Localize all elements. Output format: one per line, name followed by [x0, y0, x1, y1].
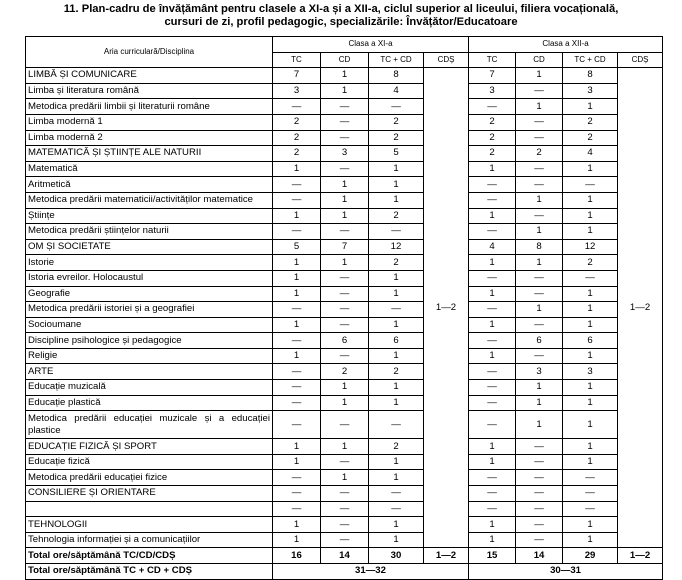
cell: 2: [369, 114, 424, 130]
cell: —: [273, 380, 321, 396]
cell: 1: [321, 192, 369, 208]
table-row: [26, 486, 663, 502]
cds-class-12: 1—2: [618, 68, 663, 548]
cell: 5: [273, 239, 321, 255]
cell: —: [469, 501, 516, 517]
header-class-12: Clasa a XII-a: [469, 37, 663, 53]
cell: —: [516, 348, 563, 364]
cell: —: [273, 364, 321, 380]
cell: 1: [563, 302, 618, 318]
discipline-name: Metodica predării educației muzicale și a educației plastice: [26, 411, 273, 439]
cell: —: [273, 501, 321, 517]
cell: —: [273, 395, 321, 411]
cell: 1: [516, 411, 563, 439]
discipline-name: Matematică: [26, 161, 273, 177]
header-cds: CDȘ: [424, 52, 469, 68]
table-row: [26, 317, 663, 333]
cell: —: [563, 270, 618, 286]
cell: 1: [321, 68, 369, 84]
cell: 1: [273, 454, 321, 470]
grand-total-class-11: 31—32: [273, 564, 469, 580]
cell: 1: [321, 439, 369, 455]
cell: —: [369, 501, 424, 517]
cell: —: [516, 270, 563, 286]
title-line-2: cursuri de zi, profil pedagogic, specializările: Învățător/Educatoare: [164, 16, 518, 28]
cell: 1: [563, 161, 618, 177]
cell: 14: [516, 548, 563, 564]
cell: 1: [369, 395, 424, 411]
cell: —: [469, 302, 516, 318]
discipline-name: TEHNOLOGII: [26, 517, 273, 533]
cell: —: [273, 177, 321, 193]
discipline-name: Aritmetică: [26, 177, 273, 193]
cell: —: [321, 317, 369, 333]
cell: —: [563, 501, 618, 517]
cell: 4: [563, 146, 618, 162]
discipline-name: Geografie: [26, 286, 273, 302]
cell: 2: [369, 208, 424, 224]
cell: —: [469, 99, 516, 115]
table-row: [26, 501, 663, 517]
cell: —: [516, 439, 563, 455]
header-class-11: Clasa a XI-a: [273, 37, 469, 53]
table-row: [26, 286, 663, 302]
table-row: [26, 146, 663, 162]
cell: 1: [273, 348, 321, 364]
discipline-name: Educație fizică: [26, 454, 273, 470]
table-row: [26, 239, 663, 255]
cell: —: [516, 501, 563, 517]
discipline-name: Metodica predării științelor naturii: [26, 224, 273, 240]
cell: 1: [563, 208, 618, 224]
discipline-name: MATEMATICĂ ȘI ȘTIINȚE ALE NATURII: [26, 146, 273, 162]
cell: —: [516, 130, 563, 146]
cell: 7: [469, 68, 516, 84]
cell: 8: [516, 239, 563, 255]
cell: 1: [563, 192, 618, 208]
cell: 1: [516, 224, 563, 240]
cell: 2: [469, 130, 516, 146]
table-row: [26, 270, 663, 286]
cell: 2: [516, 146, 563, 162]
cell: 1: [369, 380, 424, 396]
discipline-name: [26, 501, 273, 517]
cell: 2: [273, 146, 321, 162]
grand-total-row: [26, 564, 663, 580]
table-row: [26, 395, 663, 411]
cell: 15: [469, 548, 516, 564]
grand-total-label: Total ore/săptămână TC + CD + CDȘ: [26, 564, 273, 580]
cell: —: [469, 224, 516, 240]
cell: 1: [321, 177, 369, 193]
cell: 12: [563, 239, 618, 255]
cell: 16: [273, 548, 321, 564]
table-row: [26, 68, 663, 84]
cell: —: [321, 501, 369, 517]
cell: 1: [469, 286, 516, 302]
cell: 1: [273, 161, 321, 177]
cell: 1: [273, 286, 321, 302]
table-row: [26, 224, 663, 240]
discipline-name: Limba modernă 2: [26, 130, 273, 146]
cell: 4: [369, 83, 424, 99]
cell: —: [273, 333, 321, 349]
cell: 1: [321, 83, 369, 99]
cell: 2: [563, 114, 618, 130]
table-row: [26, 83, 663, 99]
cell: 5: [369, 146, 424, 162]
cell: 1: [469, 348, 516, 364]
total-row: [26, 548, 663, 564]
table-row: [26, 192, 663, 208]
cell: 1: [369, 192, 424, 208]
cell: 1: [516, 395, 563, 411]
cell: —: [516, 317, 563, 333]
cell: 6: [516, 333, 563, 349]
cell: —: [516, 286, 563, 302]
cell: —: [469, 470, 516, 486]
cell: —: [469, 270, 516, 286]
cell: —: [469, 380, 516, 396]
cell: —: [321, 454, 369, 470]
table-row: [26, 380, 663, 396]
cell: 7: [321, 239, 369, 255]
cell: —: [369, 224, 424, 240]
cell: —: [516, 208, 563, 224]
cell: 1: [273, 270, 321, 286]
header-cds: CDȘ: [618, 52, 663, 68]
cell: —: [321, 348, 369, 364]
header-tc-cd: TC + CD: [369, 52, 424, 68]
discipline-name: Istorie: [26, 255, 273, 271]
cell: —: [516, 517, 563, 533]
header-tc: TC: [273, 52, 321, 68]
discipline-name: LIMBĂ ȘI COMUNICARE: [26, 68, 273, 84]
cell: —: [469, 192, 516, 208]
table-row: [26, 130, 663, 146]
cell: —: [273, 99, 321, 115]
cell: 6: [321, 333, 369, 349]
cell: 1: [273, 532, 321, 548]
cell: 1: [321, 470, 369, 486]
cell: 6: [369, 333, 424, 349]
cell: 8: [369, 68, 424, 84]
discipline-name: Metodica predării istoriei și a geografiei: [26, 302, 273, 318]
cell: 6: [563, 333, 618, 349]
grand-total-class-12: 30—31: [469, 564, 663, 580]
cell: 2: [369, 439, 424, 455]
cell: —: [516, 486, 563, 502]
cell: 3: [563, 83, 618, 99]
cell: 1: [563, 99, 618, 115]
cell: 1: [369, 348, 424, 364]
cell: —: [321, 517, 369, 533]
cell: 1: [516, 99, 563, 115]
title-line-1: 11. Plan-cadru de învățământ pentru clasele a XI-a și a XII-a, ciclul superior al liceului, filiera vocațională,: [63, 3, 619, 15]
cell: —: [516, 177, 563, 193]
cell: 1: [321, 395, 369, 411]
table-row: [26, 517, 663, 533]
cell: 1: [469, 454, 516, 470]
cell: —: [321, 161, 369, 177]
cell: 30: [369, 548, 424, 564]
cell: 14: [321, 548, 369, 564]
discipline-name: Istoria evreilor. Holocaustul: [26, 270, 273, 286]
cell: 1: [469, 532, 516, 548]
cell: 2: [563, 130, 618, 146]
cell: —: [516, 161, 563, 177]
cell: 1: [563, 454, 618, 470]
cell: 1: [273, 517, 321, 533]
table-row: [26, 411, 663, 439]
table-row: [26, 439, 663, 455]
cell: —: [516, 454, 563, 470]
page-title: [0, 0, 682, 30]
cell: —: [321, 114, 369, 130]
cell: 1: [563, 348, 618, 364]
cell: 1: [273, 208, 321, 224]
cell: 3: [469, 83, 516, 99]
cell: —: [516, 114, 563, 130]
cell: 2: [369, 130, 424, 146]
discipline-name: Limba modernă 1: [26, 114, 273, 130]
cell: 1: [469, 208, 516, 224]
cell: —: [321, 486, 369, 502]
discipline-name: Educație muzicală: [26, 380, 273, 396]
cell: —: [369, 99, 424, 115]
cell: 1: [321, 380, 369, 396]
table-row: [26, 114, 663, 130]
discipline-name: EDUCAȚIE FIZICĂ ȘI SPORT: [26, 439, 273, 455]
cell: —: [469, 486, 516, 502]
cell: 3: [321, 146, 369, 162]
curriculum-table: [25, 36, 663, 580]
discipline-name: CONSILIERE ȘI ORIENTARE: [26, 486, 273, 502]
cell: 29: [563, 548, 618, 564]
cell: 1: [369, 270, 424, 286]
cell: —: [516, 470, 563, 486]
cell: 1: [516, 302, 563, 318]
discipline-name: OM ȘI SOCIETATE: [26, 239, 273, 255]
discipline-name: Limba și literatura română: [26, 83, 273, 99]
table-row: [26, 532, 663, 548]
cell: —: [469, 333, 516, 349]
discipline-name: Metodica predării matematicii/activităților matematice: [26, 192, 273, 208]
cell: —: [369, 486, 424, 502]
cell: —: [273, 470, 321, 486]
discipline-name: Educație plastică: [26, 395, 273, 411]
cell: 2: [369, 364, 424, 380]
total-label: Total ore/săptămână TC/CD/CDȘ: [26, 548, 273, 564]
discipline-name: Discipline psihologice și pedagogice: [26, 333, 273, 349]
cell: —: [516, 83, 563, 99]
cell: 3: [563, 364, 618, 380]
cds-class-11: 1—2: [424, 68, 469, 548]
cell: —: [273, 411, 321, 439]
cell: 1—2: [424, 548, 469, 564]
discipline-name: Religie: [26, 348, 273, 364]
cell: 1: [273, 255, 321, 271]
cell: 2: [369, 255, 424, 271]
cell: 3: [273, 83, 321, 99]
cell: 3: [516, 364, 563, 380]
cell: —: [563, 486, 618, 502]
cell: 1: [369, 532, 424, 548]
cell: 1: [563, 224, 618, 240]
cell: —: [321, 302, 369, 318]
table-row: [26, 255, 663, 271]
cell: 1: [563, 395, 618, 411]
cell: 2: [321, 364, 369, 380]
cell: —: [273, 192, 321, 208]
discipline-name: Metodica predării educației fizice: [26, 470, 273, 486]
cell: 1: [563, 532, 618, 548]
cell: 1: [563, 439, 618, 455]
cell: 1: [469, 517, 516, 533]
cell: 2: [273, 114, 321, 130]
cell: —: [469, 177, 516, 193]
cell: 1: [273, 317, 321, 333]
cell: —: [273, 486, 321, 502]
cell: —: [516, 532, 563, 548]
cell: 8: [563, 68, 618, 84]
cell: 2: [273, 130, 321, 146]
cell: 1: [273, 439, 321, 455]
cell: 1: [563, 517, 618, 533]
header-tc: TC: [469, 52, 516, 68]
cell: 1: [563, 411, 618, 439]
cell: 1: [469, 317, 516, 333]
cell: 1: [563, 286, 618, 302]
cell: 1: [516, 68, 563, 84]
cell: 1: [469, 255, 516, 271]
cell: 4: [469, 239, 516, 255]
cell: —: [321, 411, 369, 439]
table-row: [26, 99, 663, 115]
cell: —: [563, 470, 618, 486]
cell: 1: [563, 380, 618, 396]
table-row: [26, 364, 663, 380]
table-row: [26, 348, 663, 364]
cell: —: [321, 130, 369, 146]
discipline-name: Metodica predării limbii și literaturii române: [26, 99, 273, 115]
cell: 1: [516, 255, 563, 271]
cell: 1: [469, 439, 516, 455]
cell: —: [321, 532, 369, 548]
cell: —: [369, 302, 424, 318]
cell: —: [321, 286, 369, 302]
header-cd: CD: [516, 52, 563, 68]
cell: —: [273, 224, 321, 240]
cell: 7: [273, 68, 321, 84]
cell: 1: [369, 454, 424, 470]
cell: 1: [516, 192, 563, 208]
cell: 1: [369, 470, 424, 486]
cell: 1: [321, 255, 369, 271]
cell: 1: [563, 317, 618, 333]
cell: —: [563, 177, 618, 193]
cell: —: [321, 270, 369, 286]
header-tc-cd: TC + CD: [563, 52, 618, 68]
header-cd: CD: [321, 52, 369, 68]
cell: 1: [516, 380, 563, 396]
cell: 1: [321, 208, 369, 224]
cell: 1: [369, 286, 424, 302]
cell: —: [469, 395, 516, 411]
discipline-name: Socioumane: [26, 317, 273, 333]
header-area: Aria curriculară/Disciplina: [26, 37, 273, 68]
table-row: [26, 470, 663, 486]
cell: 2: [563, 255, 618, 271]
cell: —: [369, 411, 424, 439]
cell: 2: [469, 114, 516, 130]
cell: 1—2: [618, 548, 663, 564]
cell: 2: [469, 146, 516, 162]
cell: —: [469, 364, 516, 380]
table-row: [26, 454, 663, 470]
cell: 1: [369, 317, 424, 333]
table-row: [26, 302, 663, 318]
cell: 12: [369, 239, 424, 255]
cell: —: [321, 224, 369, 240]
table-row: [26, 333, 663, 349]
cell: 1: [369, 177, 424, 193]
discipline-name: Tehnologia informației și a comunicațiilor: [26, 532, 273, 548]
discipline-name: ARTE: [26, 364, 273, 380]
discipline-name: Științe: [26, 208, 273, 224]
cell: —: [321, 99, 369, 115]
cell: —: [469, 411, 516, 439]
cell: —: [273, 302, 321, 318]
table-row: [26, 208, 663, 224]
cell: 1: [369, 161, 424, 177]
cell: 1: [369, 517, 424, 533]
cell: 1: [469, 161, 516, 177]
table-row: [26, 161, 663, 177]
table-row: [26, 177, 663, 193]
